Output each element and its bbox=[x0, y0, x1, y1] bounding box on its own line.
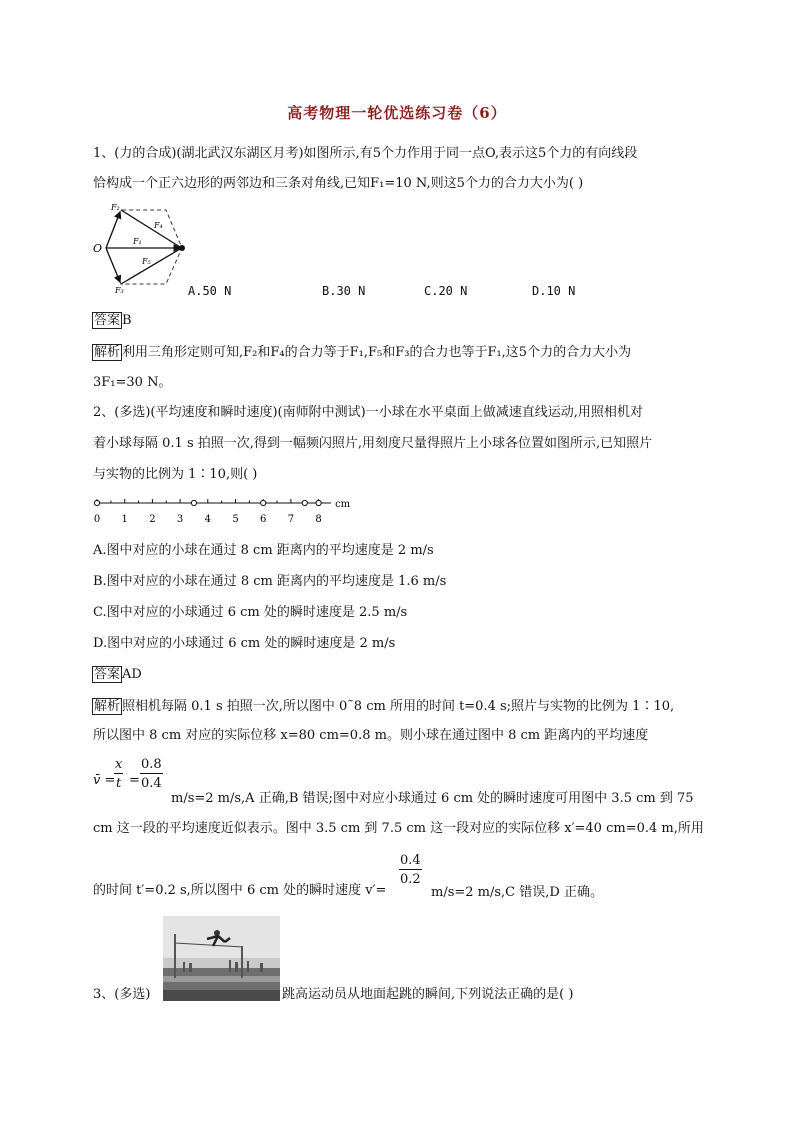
fraction-08-over-04: $\frac{0.8}{0.4}$ bbox=[141, 757, 162, 791]
q2-analysis-line5a: 的时间 t′=0.2 s,所以图中 6 cm 处的瞬时速度 v′= bbox=[93, 883, 387, 898]
q1-answer bbox=[92, 312, 132, 329]
q3-stem: 跳高运动员从地面起跳的瞬间,下列说法正确的是( ) bbox=[282, 987, 574, 1002]
fraction-04-over-02: $\frac{0.4}{0.2}$ bbox=[400, 853, 421, 887]
ruler-tick-label: 8 bbox=[315, 514, 322, 525]
q1-analysis-line1: 利用三角形定则可知,F₂和F₄的合力等于F₁,F₅和F₃的合力也等于F₁,这5个力的合力大小为 bbox=[122, 345, 632, 360]
q2-option-c: C.图中对应的小球通过 6 cm 处的瞬时速度是 2.5 m/s bbox=[93, 605, 408, 620]
label-f2: F₂ bbox=[111, 203, 120, 212]
q2-analysis-line5b: m/s=2 m/s,C 错误,D 正确。 bbox=[431, 885, 603, 900]
page-title: 高考物理一轮优选练习卷（6） bbox=[287, 104, 507, 122]
q2-analysis bbox=[92, 698, 674, 715]
q1-stem-line1: 1、(力的合成)(湖北武汉东湖区月考)如图所示,有5个力作用于同一点O,表示这5个力的有向线段 bbox=[93, 146, 638, 161]
q1-answer-value: B bbox=[122, 313, 132, 328]
analysis-tag: 解析 bbox=[94, 345, 121, 360]
fraction-x-over-t: $\frac{x}{t}$ bbox=[115, 757, 123, 791]
ruler-tick-label: 5 bbox=[232, 514, 239, 525]
ruler-tick-label: 7 bbox=[287, 514, 295, 525]
ruler-tick-label: 6 bbox=[260, 514, 267, 525]
formula-equals: = bbox=[129, 773, 140, 788]
ruler-unit-label: cm bbox=[335, 499, 351, 510]
q2-option-d: D.图中对应的小球通过 6 cm 处的瞬时速度是 2 m/s bbox=[93, 636, 396, 651]
hexagon-outline bbox=[106, 210, 182, 284]
q2-analysis-line3: m/s=2 m/s,A 正确,B 错误;图中对应小球通过 6 cm 处的瞬时速度可用图中 3.5 cm 到 75 bbox=[171, 791, 694, 806]
force-f3-arrow bbox=[106, 248, 120, 282]
ruler-tick-label: 2 bbox=[149, 514, 156, 525]
label-f1: F₁ bbox=[133, 237, 142, 246]
ruler-diagram bbox=[88, 495, 351, 527]
q2-option-a: A.图中对应的小球在通过 8 cm 距离内的平均速度是 2 m/s bbox=[93, 543, 434, 558]
ball-position-marker bbox=[191, 500, 196, 505]
ruler-tick-label: 4 bbox=[204, 514, 211, 525]
q2-stem-line3: 与实物的比例为 1∶10,则( ) bbox=[93, 467, 258, 482]
force-f2-arrow bbox=[106, 212, 120, 248]
analysis-tag: 解析 bbox=[94, 699, 121, 714]
ball-position-marker bbox=[261, 500, 266, 505]
q2-analysis-line1: 照相机每隔 0.1 s 拍照一次,所以图中 0˜8 cm 所用的时间 t=0.4 s;照片与实物的比例为 1∶10, bbox=[122, 699, 675, 714]
label-f5: F₅ bbox=[142, 257, 151, 266]
ball-position-marker bbox=[302, 500, 307, 505]
q2-analysis-line2: 所以图中 8 cm 对应的实际位移 x=80 cm=0.8 m。则小球在通过图中 8 cm 距离内的平均速度 bbox=[93, 728, 649, 743]
concurrent-point bbox=[179, 245, 185, 251]
force-f5-segment bbox=[121, 249, 180, 284]
ball-position-marker bbox=[94, 500, 99, 505]
ruler-tick-label: 0 bbox=[93, 514, 101, 525]
hexagon-force-diagram bbox=[90, 198, 200, 296]
q1-stem-line2: 恰构成一个正六边形的两邻边和三条对角线,已知F₁=10 N,则这5个力的合力大小为( ) bbox=[93, 176, 584, 191]
answer-tag: 答案 bbox=[94, 313, 121, 328]
label-o: O bbox=[93, 242, 103, 255]
q1-analysis bbox=[92, 344, 631, 361]
q1-option-a: A.50 N bbox=[188, 284, 232, 298]
ball-position-marker bbox=[316, 500, 321, 505]
q1-analysis-line2: 3F₁=30 N。 bbox=[93, 375, 172, 390]
formula-vbar: v̄ = bbox=[93, 773, 116, 788]
q2-answer bbox=[92, 666, 142, 683]
label-f3: F₃ bbox=[115, 286, 124, 295]
answer-tag: 答案 bbox=[94, 667, 121, 682]
q1-option-c: C.20 N bbox=[424, 284, 468, 298]
q3-prefix: 3、(多选) bbox=[93, 987, 151, 1002]
q2-stem-line2: 着小球每隔 0.1 s 拍照一次,得到一幅频闪照片,用刻度尺量得照片上小球各位置如图所示,已知照片 bbox=[93, 436, 653, 451]
label-f4: F₄ bbox=[154, 221, 163, 230]
q2-answer-value: AD bbox=[122, 667, 142, 682]
high-jump-photo bbox=[163, 916, 280, 1001]
q1-option-b: B.30 N bbox=[322, 284, 366, 298]
ruler-tick-label: 1 bbox=[121, 514, 128, 525]
force-f4-segment bbox=[121, 210, 180, 247]
ruler-tick-label: 3 bbox=[176, 514, 184, 525]
q2-analysis-line4: cm 这一段的平均速度近似表示。图中 3.5 cm 到 7.5 cm 这一段对应的实际位移 x′=40 cm=0.4 m,所用 bbox=[93, 821, 704, 836]
q1-option-d: D.10 N bbox=[532, 284, 576, 298]
q2-option-b: B.图中对应的小球在通过 8 cm 距离内的平均速度是 1.6 m/s bbox=[93, 574, 447, 589]
q2-stem-line1: 2、(多选)(平均速度和瞬时速度)(南师附中测试)一小球在水平桌面上做减速直线运动,用照相机对 bbox=[93, 405, 643, 420]
